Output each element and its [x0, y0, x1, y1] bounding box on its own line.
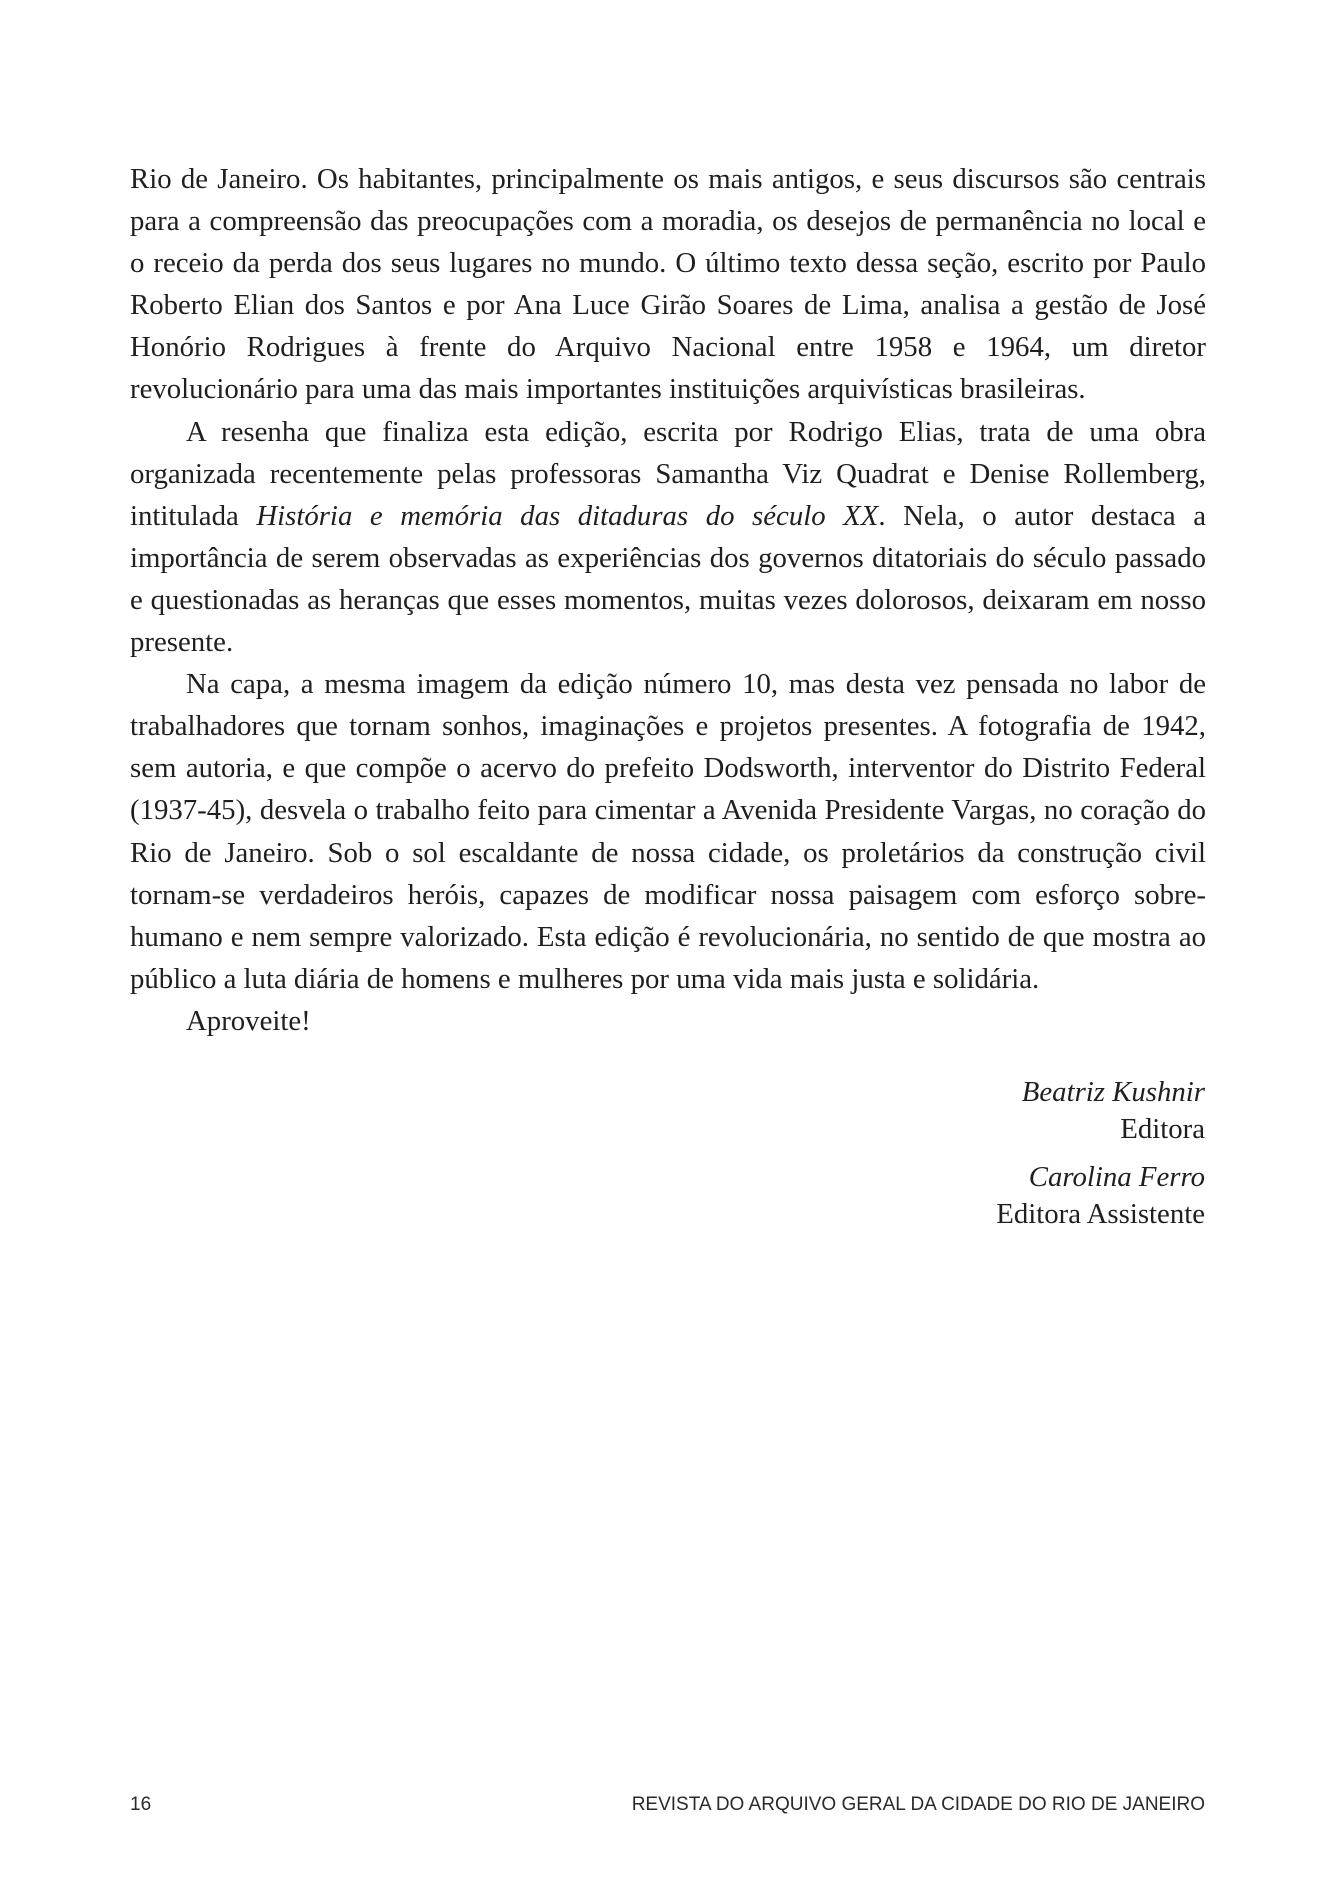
signature	[996, 1159, 1205, 1233]
page-number: 16	[130, 1794, 152, 1815]
text-run: Rio de Janeiro. Os habitantes, principalmente os mais antigos, e seus discursos são centrais para a compreensão das preocupações com a moradia, os desejos de permanência no local e o receio da perda dos seus lugares no mundo. O último texto dessa seção, escrito por Paulo Roberto Elian dos Santos e por Ana Luce Girão Soares de Lima, analisa a gestão de José Honório Rodrigues à frente do Arquivo Nacional entre 1958 e 1964, um diretor revolucionário para uma das mais importantes instituições arquivísticas brasileiras.	[130, 163, 1206, 406]
text-run: Na capa, a mesma imagem da edição número 10, mas desta vez pensada no labor de trabalhadores que tornam sonhos, imaginações e projetos presentes. A fotografia de 1942, sem autoria, e que compõe o acervo do prefeito Dodsworth, interventor do Distrito Federal (1937-45), desvela o trabalho feito para cimentar a Avenida Presidente Vargas, no coração do Rio de Janeiro. Sob o sol escaldante de nossa cidade, os proletários da construção civil tornam-se verdadeiros heróis, capazes de modificar nossa paisagem com esforço sobre-humano e nem sempre valorizado. Esta edição é revolucionária, no sentido de que mostra ao público a luta diária de homens e mulheres por uma vida mais justa e solidária.	[130, 668, 1206, 995]
paragraph	[130, 663, 1206, 1000]
signature-role: Editora	[1120, 1113, 1205, 1145]
running-title: REVISTA DO ARQUIVO GERAL DA CIDADE DO RIO DE JANEIRO	[631, 1794, 1205, 1815]
signature-block	[996, 1074, 1205, 1244]
italic-book-title: História e memória das ditaduras do século XX	[256, 499, 879, 532]
text-run: A resenha que finaliza esta edição, escrita por Rodrigo Elias, trata de uma obra organizada recentemente pelas professoras Samantha Viz Quadrat e Denise Rollemberg, intitulada	[130, 415, 1206, 532]
paragraph	[130, 158, 1206, 411]
paragraph	[130, 1000, 1206, 1042]
page-footer	[130, 1794, 1205, 1816]
signature-name: Carolina Ferro	[1028, 1161, 1205, 1193]
closing-line: Aproveite!	[186, 1004, 311, 1037]
signature-name: Beatriz Kushnir	[1021, 1076, 1205, 1108]
text-run: . Nela, o autor destaca a importância de serem observadas as experiências dos governos ditatoriais do século passado e questionadas as heranças que esses momentos, muitas vezes dolorosos, deixaram em nosso presente.	[130, 499, 1206, 659]
signature	[996, 1074, 1205, 1148]
body-text	[130, 158, 1206, 1042]
signature-role: Editora Assistente	[996, 1198, 1205, 1230]
paragraph	[130, 411, 1206, 664]
